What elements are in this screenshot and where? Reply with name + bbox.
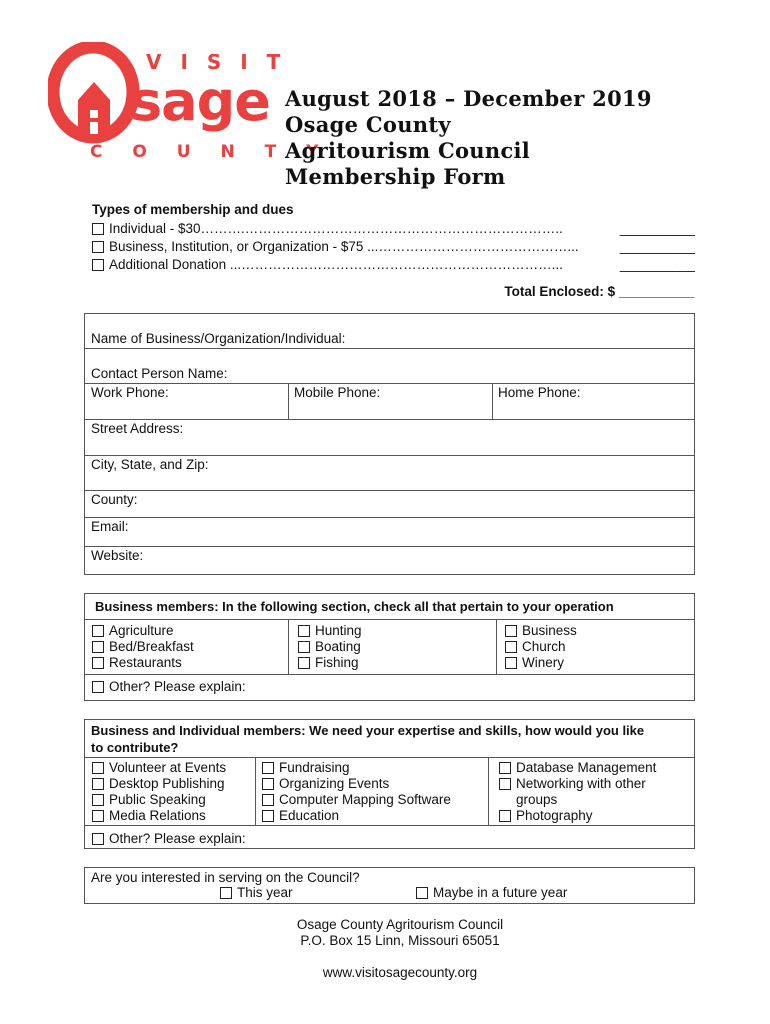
option-fishing[interactable] [298,655,359,671]
county-label[interactable]: County: [91,492,138,507]
option-label: Computer Mapping Software [279,792,451,807]
skill-database-management[interactable] [499,760,656,776]
option-label: Other? Please explain: [109,831,246,846]
skill-education[interactable] [262,808,339,824]
dues-amount-blank[interactable]: __________ [617,256,695,274]
logo-sage-text: sage [130,70,270,133]
option-label: Winery [522,655,565,670]
option-label: Hunting [315,623,362,638]
business-other-explain[interactable] [92,679,246,695]
city-state-zip-label[interactable]: City, State, and Zip: [91,457,209,472]
dues-heading: Types of membership and dues [92,202,294,217]
checkbox[interactable] [505,625,517,637]
title-county: Osage County [285,112,451,137]
name-label[interactable]: Name of Business/Organization/Individual: [91,331,346,346]
option-label: Maybe in a future year [433,885,568,900]
dues-amount-blank[interactable]: __________ [617,238,695,256]
option-label: Agriculture [109,623,174,638]
logo-visit-text: V I S I T [146,50,287,74]
option-restaurants[interactable] [92,655,182,671]
checkbox[interactable] [298,657,310,669]
website-label[interactable]: Website: [91,548,144,563]
checkbox[interactable] [499,810,511,822]
dues-row-business [92,238,695,256]
option-label: Bed/Breakfast [109,639,194,654]
dues-row-individual [92,220,695,238]
dues-row-donation [92,256,695,274]
checkbox[interactable] [505,657,517,669]
checkbox[interactable] [92,778,104,790]
dues-label: Business, Institution, or Organization - $75 ...……………………………………... [109,239,579,254]
contact-info-box [84,313,695,575]
skills-other-explain[interactable] [92,831,246,847]
donation-checkbox[interactable] [92,259,104,271]
skill-computer-mapping[interactable] [262,792,451,808]
logo-county-text: C O U N T Y [90,142,331,162]
business-heading: Business members: In the following section, check all that pertain to your operation [95,599,614,614]
skill-organizing-events[interactable] [262,776,389,792]
option-label: Fishing [315,655,359,670]
skill-fundraising[interactable] [262,760,350,776]
checkbox[interactable] [262,778,274,790]
option-winery[interactable] [505,655,564,671]
checkbox[interactable] [220,887,232,899]
option-label: Database Management [516,760,657,775]
individual-checkbox[interactable] [92,223,104,235]
checkbox[interactable] [499,762,511,774]
work-phone-label[interactable]: Work Phone: [91,385,169,400]
council-question: Are you interested in serving on the Council? [91,870,360,885]
business-checkbox[interactable] [92,241,104,253]
title-dates: August 2018 – December 2019 [285,86,652,111]
street-address-label[interactable]: Street Address: [91,421,184,436]
skill-networking[interactable] [499,776,646,792]
skill-desktop-publishing[interactable] [92,776,225,792]
checkbox[interactable] [92,794,104,806]
checkbox[interactable] [92,657,104,669]
total-enclosed[interactable]: Total Enclosed: $ __________ [504,284,694,299]
option-label: Networking with other [516,776,646,791]
dues-label: Individual - $30……….…………………………………………………………….. [109,221,563,236]
checkbox[interactable] [416,887,428,899]
checkbox[interactable] [298,641,310,653]
option-bed-breakfast[interactable] [92,639,194,655]
option-label: Business [522,623,577,638]
option-label: Education [279,808,340,823]
checkbox[interactable] [262,810,274,822]
title-form: Membership Form [285,164,506,189]
option-label: Church [522,639,566,654]
option-label: Media Relations [109,808,206,823]
checkbox[interactable] [298,625,310,637]
skill-photography[interactable] [499,808,593,824]
checkbox[interactable] [505,641,517,653]
option-label: Fundraising [279,760,350,775]
skill-volunteer-events[interactable] [92,760,226,776]
council-this-year[interactable] [220,885,293,901]
option-hunting[interactable] [298,623,362,639]
option-agriculture[interactable] [92,623,174,639]
skill-public-speaking[interactable] [92,792,206,808]
option-label: Desktop Publishing [109,776,225,791]
checkbox[interactable] [92,762,104,774]
mobile-phone-label[interactable]: Mobile Phone: [294,385,381,400]
skill-media-relations[interactable] [92,808,206,824]
option-label: Volunteer at Events [109,760,227,775]
contact-person-label[interactable]: Contact Person Name: [91,366,228,381]
footer-address: P.O. Box 15 Linn, Missouri 65051 [300,933,500,948]
footer-org: Osage County Agritourism Council [296,917,504,932]
option-label: Boating [315,639,361,654]
checkbox[interactable] [92,833,104,845]
council-future-year[interactable] [416,885,567,901]
checkbox[interactable] [92,810,104,822]
skills-heading-line2: to contribute? [91,740,179,755]
option-label: Organizing Events [279,776,390,791]
checkbox[interactable] [92,625,104,637]
checkbox[interactable] [92,681,104,693]
title-council: Agritourism Council [285,138,531,163]
checkbox[interactable] [262,794,274,806]
option-label: Public Speaking [109,792,206,807]
option-boating[interactable] [298,639,361,655]
dues-amount-blank[interactable]: __________ [617,220,695,238]
skills-heading-line1: Business and Individual members: We need your expertise and skills, how would you like [91,723,645,738]
option-business[interactable] [505,623,577,639]
option-church[interactable] [505,639,566,655]
skill-networking-cont: groups [516,792,558,807]
option-label: This year [237,885,293,900]
checkbox[interactable] [499,778,511,790]
option-label: Restaurants [109,655,182,670]
footer-website[interactable]: www.visitosagecounty.org [322,965,478,980]
option-label: Photography [516,808,593,823]
option-label: Other? Please explain: [109,679,246,694]
checkbox[interactable] [92,641,104,653]
logo [48,40,331,165]
checkbox[interactable] [262,762,274,774]
home-phone-label[interactable]: Home Phone: [498,385,581,400]
dues-label: Additional Donation ...……………………………………………………………... [109,257,563,272]
email-label[interactable]: Email: [91,519,129,534]
